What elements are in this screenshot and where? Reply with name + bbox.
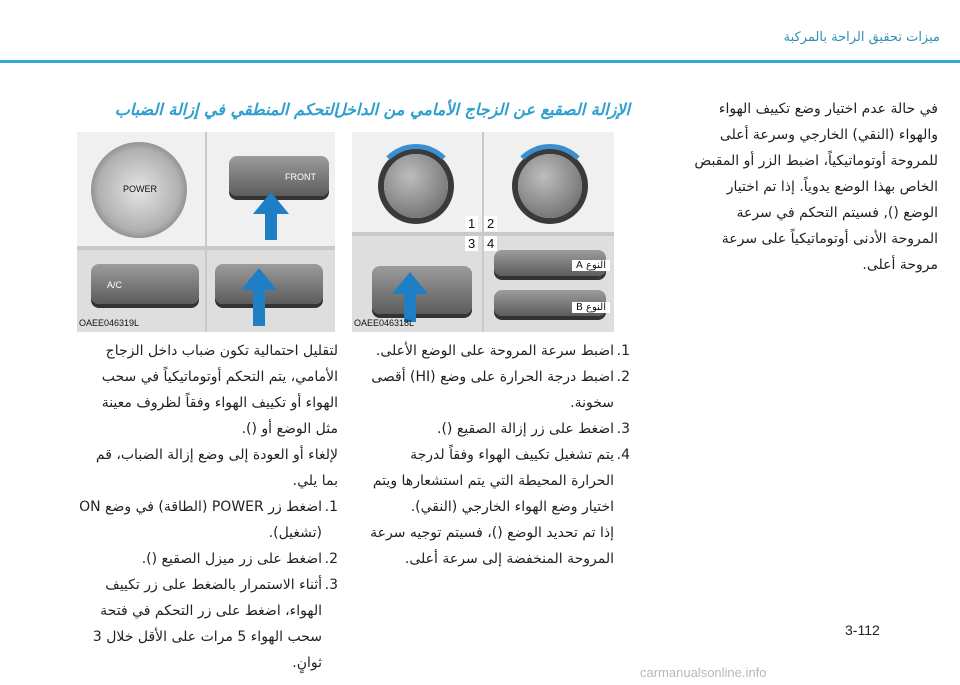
intake-cell: [207, 250, 335, 332]
legend-type-b: النوع B: [572, 302, 610, 313]
right-paragraph: في حالة عدم اختيار وضع تكييف الهواء والهواء (النقي) الخارجي وسرعة أعلى للمروحة أوتوماتيكياً، اضبط الزر أو المقبض الخاص بهذا الوضع يدوياً. إذا تم اختيار الوضع (), فسيتم التحكم في سرعة المروحة الأدنى أوتوماتيكياً على سرعة مروحة أعلى.: [694, 101, 938, 273]
right-column: [688, 96, 938, 278]
cell-number-4: 4: [484, 236, 497, 251]
step-3: 3. أثناء الاستمرار بالضغط على زر تكييف الهواء، اضغط على زر التحكم في فتحة سحب الهواء 5 مرات على الأقل خلال 3 ثوانٍ.: [92, 577, 338, 671]
figure-code: OAEE046319L: [79, 318, 140, 328]
defog-paragraph: لتقليل احتمالية تكون ضباب داخل الزجاج الأمامي، يتم التحكم أوتوماتيكياً في سحب الهواء أو تكييف الهواء وفقاً لظروف معينة مثل الوضع أو ().: [101, 343, 338, 437]
figure-code: OAEE046318L: [354, 318, 415, 328]
arrow-up-icon: [253, 192, 289, 214]
step-4: 4. يتم تشغيل تكييف الهواء وفقاً لدرجة الحرارة المحيطة التي يتم استشعارها ويتم اختيار وضع الهواء الخارجي (النقي).: [372, 447, 630, 515]
cell-number-1: 1: [465, 216, 478, 231]
arrow-up-icon: [392, 272, 428, 294]
arrow-stem: [253, 290, 265, 326]
figure-cell-4: [484, 236, 614, 332]
defog-text: [76, 338, 338, 676]
ac-label: A/C: [107, 280, 123, 290]
step-1: 1. اضبط سرعة المروحة على الوضع الأعلى.: [375, 343, 630, 359]
power-cell: [77, 132, 205, 246]
rotate-arrow-icon: [374, 144, 458, 228]
step-2: 2. اضبط درجة الحرارة على وضع (HI) أقصى سخونة.: [371, 369, 630, 411]
defrost-figure: [352, 132, 614, 332]
watermark: carmanualsonline.info: [640, 665, 767, 680]
arrow-stem: [265, 214, 277, 240]
cell-number-3: 3: [465, 236, 478, 251]
header-rule: [0, 60, 960, 63]
page-number: 3-112: [845, 622, 880, 638]
power-label: POWER: [123, 184, 158, 194]
front-label: FRONT: [285, 172, 316, 182]
defog-lead: لإلغاء أو العودة إلى وضع إزالة الضباب، قم بما يلي.: [95, 447, 338, 489]
figure-cell-2: [484, 132, 614, 232]
rotate-arrow-icon: [508, 144, 592, 228]
step-2: 2. اضغط على زر ميزل الصقيع ().: [141, 551, 338, 567]
defrost-section-title: الإزالة الصقيع عن الزجاج الأمامي من الداخل: [333, 100, 630, 119]
defog-figure: [77, 132, 335, 332]
logic-defog-title: التحكم المنطقي في إزالة الضباب: [114, 100, 338, 119]
figure-cell-1: [352, 132, 482, 232]
cell-number-2: 2: [484, 216, 497, 231]
step-3: 3. اضغط على زر إزالة الصقيع ().: [437, 421, 630, 437]
front-cell: [207, 132, 335, 246]
arrow-up-icon: [241, 268, 277, 290]
defrost-steps: [364, 338, 630, 572]
step-note: إذا تم تحديد الوضع ()، فسيتم توجيه سرعة المروحة المنخفضة إلى سرعة أعلى.: [370, 525, 614, 567]
chapter-title: ميزات تحقيق الراحة بالمركبة: [783, 30, 940, 45]
legend-type-a: النوع A: [572, 260, 610, 271]
step-1: 1. اضغط زر POWER (الطاقة) في وضع ON (تشغيل).: [79, 499, 338, 541]
